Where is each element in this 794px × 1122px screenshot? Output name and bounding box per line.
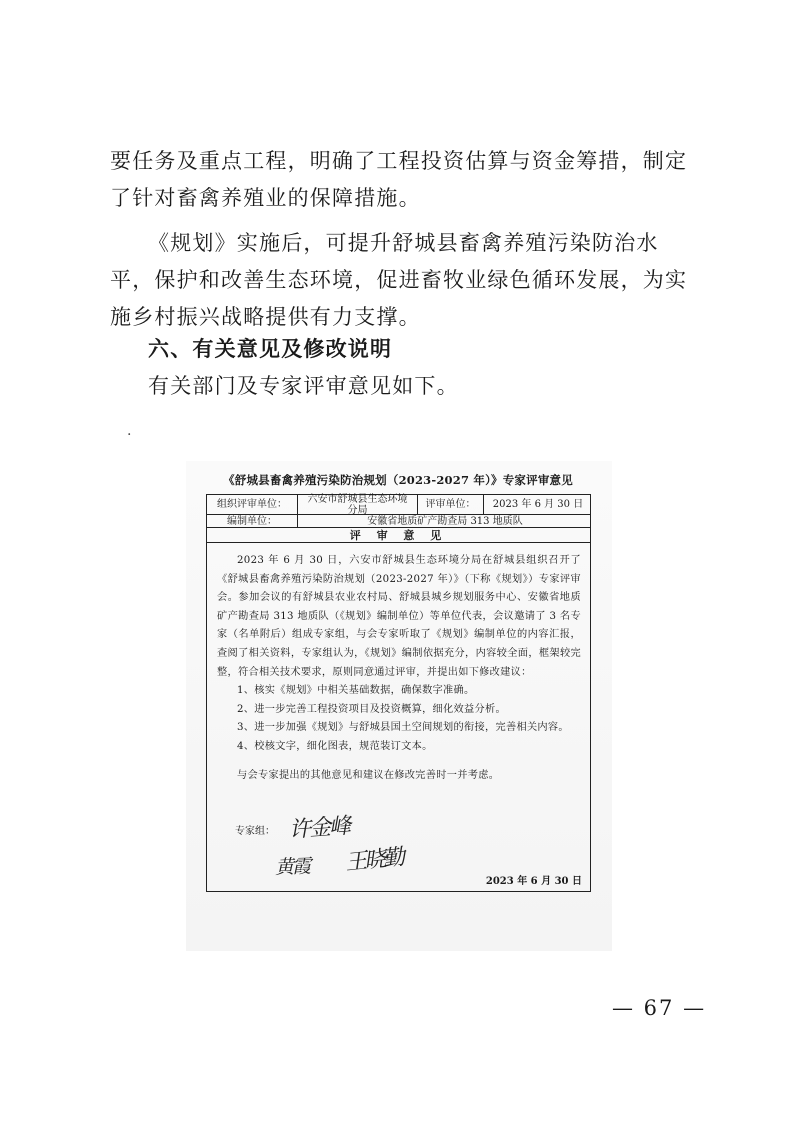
review-item-4: 4、校核文字，细化图表，规范装订文本。 bbox=[237, 740, 433, 752]
org-label: 组织评审单位： bbox=[217, 499, 287, 510]
compile-value: 安徽省地质矿产勘查局 313 地质队 bbox=[297, 515, 592, 527]
review-date: 2023 年 6 月 30 日 bbox=[483, 495, 592, 514]
stray-mark: . bbox=[127, 423, 132, 439]
org-value: 六安市舒城县生态环境分局 bbox=[297, 495, 417, 514]
form-row-section bbox=[207, 528, 590, 543]
expert-label: 专家组： bbox=[235, 826, 275, 837]
form-title: 《舒城县畜禽养殖污染防治规划（2023-2027 年）》专家评审意见 bbox=[223, 473, 573, 487]
review-closing: 与会专家提出的其他意见和建议在修改完善时一并考虑。 bbox=[237, 769, 500, 781]
body-paragraph-2 bbox=[110, 225, 690, 336]
intro-line: 有关部门及专家评审意见如下。 bbox=[148, 374, 459, 398]
review-body bbox=[217, 552, 581, 785]
form-row-compile bbox=[207, 515, 590, 528]
review-item-2: 2、进一步完善工程投资项目及投资概算，细化效益分析。 bbox=[237, 703, 506, 715]
section-heading: 六、有关意见及修改说明 bbox=[148, 337, 393, 361]
body-paragraph-2-text: 《规划》实施后，可提升舒城县畜禽养殖污染防治水平，保护和改善生态环境，促进畜牧业绿色循环发展，为实施乡村振兴战略提供有力支撑。 bbox=[110, 231, 688, 329]
page-number: — 67 — bbox=[612, 996, 707, 1020]
review-form bbox=[206, 494, 591, 892]
compile-label: 编制单位： bbox=[227, 515, 277, 527]
sign-date: 2023 年 6 月 30 日 bbox=[485, 876, 582, 887]
review-item-1: 1、核实《规划》中相关基础数据，确保数字准确。 bbox=[237, 685, 475, 697]
review-item-3: 3、进一步加强《规划》与舒城县国土空间规划的衔接，完善相关内容。 bbox=[237, 722, 569, 734]
review-paragraph: 2023 年 6 月 30 日，六安市舒城县生态环境分局在舒城县组织召开了《舒城县畜禽养殖污染防治规划（2023-2027 年）》（下称《规划》）专家评审会。参加会议的有舒城县农业农村局、舒城县城乡规划服务中心、安徽省地质矿产勘查局 313 地质队（《规划》编制单位）等单位代表，会议邀请了 3 名专家（名单附后）组成专家组，与会专家听取了《规划》编制单位的内容汇报，查阅了相关资料，专家组认为，《规划》编制依据充分，内容较全面，框架较完整，符合相关技术要求，原则同意通过评审，并提出如下修改建议： bbox=[217, 555, 581, 678]
signature-2: 黄霞 bbox=[274, 855, 310, 879]
section-title: 评 审 意 见 bbox=[349, 528, 448, 542]
review-label: 评审单位： bbox=[417, 495, 483, 514]
signature-3: 王晓勤 bbox=[344, 845, 404, 876]
form-row-org bbox=[207, 495, 590, 515]
body-paragraph-1: 要任务及重点工程，明确了工程投资估算与资金筹措，制定了针对畜禽养殖业的保障措施。 bbox=[110, 149, 688, 210]
signature-1: 许金峰 bbox=[288, 813, 350, 844]
